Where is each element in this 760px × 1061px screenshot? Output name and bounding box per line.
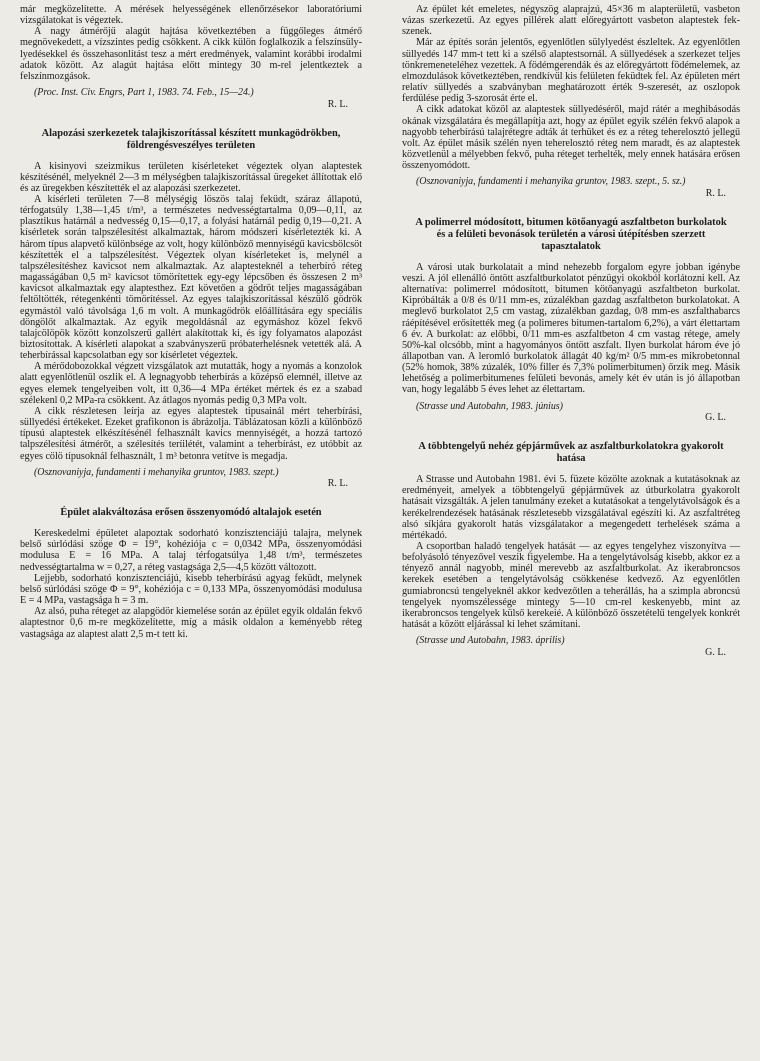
author-initials: G. L.: [705, 646, 726, 658]
left-column: [20, 4, 362, 640]
paragraph: A cikk részletesen leírja az egyes alaptestek tipusainál mért teherbírási, süllyedési értékeket. Ezeket grafikonon is ábrázolja. Táblázatosan közli a különböző típusú alaptestek elkészítésénél felhasznált kavics mennyiségét, a hozzá tartozó talpszélesítési átmérőt, a szélesítés teríilétét, valamint a teherbírást, ez utóbbit az egyes cölö típusoknál felhasznált, 1 m³ betonra vetítve is megadja.: [20, 405, 362, 462]
article-building-deformation: [20, 507, 362, 640]
paragraph: A mérődobozokkal végzett vizsgálatok azt mutatták, hogy a nyomás a konzolok alatt egyenlőtlenül oszlik el. A legnagyobb teherbírás a középső elemnél, illetve az egyes elemek tengelyeiben volt, itt 0,36—4 MPa értéket mértek és ez a szabad szélekenl 0,2 MPa-ra csökkent. Az átlagos nyomás pedig 0,3 MPa volt.: [20, 361, 362, 406]
author-initials: R. L.: [327, 478, 348, 490]
paragraph: A cikk adatokat közöl az alaptestek süllyedéséről, majd rátér a meghibásodás okának vizsgálatára és megállapítja azt, hogy az épület egyik szélén fekvő alapok a nagyobb teherbírású talajrétegre adták át terhüket és ez a réteg teherelosztó jellegű volt. Az épület másik szélén nyen teherelosztó réteg nem maradt, és az alaptestek közvetlenül a mélyebben fekvő, puha réteget terhelték, mely ennek hatására erősen összenyomódott.: [402, 104, 740, 172]
article-title: Alapozási szerkezetek talajkiszorítással készített munkagödrökben, földrengésveszélyes területen: [41, 127, 341, 151]
article-source: (Osznovaniyja, fundamenti i mehanyika gruntov, 1983. szept., 5. sz.): [416, 176, 686, 188]
article-foundation-seismic: [20, 128, 362, 490]
paragraph: A kísérleti területen 7—8 mélységig löszös talaj feküdt, száraz állapotú, térfogatsúly 1,38—1,45 t/m³, a természetes nedvességtartalma 0,09—0,11, az plasztikus határnál a nedvesség 0,15—0,17, a folyási határnál pedig 0,19—0,21. A kísérletek során talpszélesítést alkalmaztak, három módszeri kísérletezték ki. A három típus alapvető különbsége az volt, hogy különböző mennyiségű kavicsbölcsöt készítették el a talpszélesítést. Végeztek olyan kísérleteket is, melynél a talpszélesítéshez kavicsot nem alkalmaztak. Az alaptesteknél a teherbíró réteg magasságában 0,5 m² kavicsot tömörítettek egy-egy lépcsőben és összesen 2 m³ kavicsot alkalmaztak egy alaptesthez. Ezt követően a gödröt teljes magasságában feltöltötték, rétegenkénti tömörítéssel. Az egyes talajkiszorítással készülő gödrök egymástól való távolsága 1,6 m volt. A munkagödrök előállítására egy speciális döngölőt alkalmaztak. Az egyik megoldásnál az egymáshoz közel fekvő talajcölöpök között konzolszerű gallért alakítottak ki, és így folyamatos alapozást biztosítottak. A kísérleti alapokat a szabványszerű próbaterhelésnek vetették alá. A teherbírással kapcsolatban egy sor kísérletet végeztek.: [20, 193, 362, 362]
right-column: [402, 4, 740, 658]
paragraph: Kereskedelmi épületet alapoztak sodorható konzisztenciájú talajra, melynek belső súrlódási szöge Φ = 19°, kohéziója c = 0,0342 MPa, összenyomódási modulusa E = 16 MPa. A talaj térfogatsúlya 1,48 t/m³, természetes nedvességtartalma w = 0,27, a réteg vastagsága 2,5—4,5 között változott.: [20, 528, 362, 573]
article-building-deformation-cont: [402, 4, 740, 199]
article-multi-axle-vehicles: [402, 441, 740, 658]
article-source: (Strasse und Autobahn, 1983. április): [416, 635, 565, 647]
article-source: (Osznovaniyja, fundamenti i mehanyika gruntov, 1983. szept.): [34, 466, 279, 478]
paragraph: Lejjebb, sodorható konzisztenciájú, kisebb teherbírású agyag feküdt, melynek belső súrlódási szöge Φ = 9°, kohéziója c = 0,133 MPa, összenyomódási modulusa E = 4 MPa, vastagsága h = 3 m.: [20, 572, 362, 607]
paragraph: A kisinyovi szeizmikus területen kísérleteket végeztek olyan alaptestek készítésénél, melyeknél 2—3 m mélységben talajkiszorítással üregeket állítottak elő és az üregekben készítették el az alapozási szerkezetet.: [20, 160, 362, 194]
article-source: (Strasse und Autobahn, 1983. június): [416, 400, 563, 412]
paragraph: már megközelítette. A mérések helyességének ellenőrzésekor laboratóriumi vizsgálatokat is végeztek.: [20, 4, 362, 27]
author-initials: R. L.: [327, 98, 348, 110]
paragraph: A nagy átmérőjű alagút hajtása következtében a függőleges átmérő megnövekedett, a vízszintes pedig csökkent. A cikk külön foglalkozik a felszínsülylyedésekkel és összehasonlítást tesz a mért eredmények, valamint korábbi irodalmi adatok között. Az alagút hajtása előtt mintegy 30 m-rel jelentkeztek a felszínmozgások.: [20, 26, 362, 82]
paragraph: Már az építés során jelentős, egyenlőtlen sülylyedést észleltek. Az egyenlőtlen süllyedés 147 mm-t tett ki a szélső alaptestsornál. A süllyedések a szerkezet teljes tönkremeneteléhez vezettek. A födémgerendák és az előregyártott födémelemek, az elmozdulások következtében, rendkívül kis felületen feküdtek fel. Az épületen mért relatív süllyedés a szabványban meghatározott érték 9-szeresét, az oszlopok ferdülése pedig 3-szorosát érte el.: [402, 37, 740, 105]
article-title: A polimerrel módosított, bitumen kötőanyagú aszfaltbeton burkolatok és a felületi bevonások területén a városi útépítésben szerzett tapasztalatok: [415, 216, 727, 252]
author-initials: R. L.: [705, 187, 726, 199]
paragraph: A városi utak burkolatait a mind nehezebb forgalom egyre jobban igénybe veszi. A jól ellenálló öntött aszfaltburkolatot pénzügyi okokból korlátozni kell. Az alternatíva: polimerrel módosított, bitumen kötőanyagú aszfaltbeton burkolat. Kipróbálták a 0/8 és 0/11 mm-es, zúzalékban gazdag aszfaltbeton burkolatokat. A meglevő burkolatot 2,5 cm vastag, zúzalékban gazdag, 0/8 mm-es aszfalthabarcs ráépítésével erősítették meg (a polimeres bitumen-tartalom 6,2%), a várt élettartam 6 év. A burkolat: az előbbi, 0/11 mm-es aszfaltbeton 4 cm vastag rétege, amely 50%-kal olcsóbb, mint a hagyományos öntött aszfalt. Ilyen burkolat három éve jó állapotban van. A leromló burkolatok állagát 40 kg/m² 0/5 mm-es mikrobetonnal (52% homok, 38% zúzalék, 10% filler és 7,3% polimerbitumen) őrzik meg. Másik lehetőség a polimerbitumenes felületi bevonás, amely két év után is jó állapotban van, hogy legalább 5 éves lehet az élettartam.: [402, 261, 740, 396]
paragraph: A Strasse und Autobahn 1981. évi 5. füzete közölte azoknak a kutatásoknak az eredményeit, amelyek a többtengelyű gépjárművek az útburkolatra gyakorolt hatásait vizsgálták. A jelen tanulmány ezeket a kutatásokat a tengelytávolságok és a kerékelrendezések hatásának részletesebb vizsgálatával egészíti ki. Az aszfaltréteg alsó síkjára gyakorolt hatás vizsgálatakor a megengedett terhelések száma a mértékadó.: [402, 474, 740, 541]
article-source: (Proc. Inst. Civ. Engrs, Part 1, 1983. 74. Feb., 15—24.): [34, 87, 254, 99]
paragraph: Az épület két emeletes, négyszög alaprajzú, 45×36 m alapterületű, vasbeton vázas szerkezetű. Az egyes pillérek alatt előregyártott vasbeton alaptestek fekszenek.: [402, 4, 740, 38]
article-title: A többtengelyű nehéz gépjárművek az aszfaltburkolatokra gyakorolt hatása: [418, 441, 724, 465]
article-polymer-asphalt: [402, 217, 740, 423]
article-title: Épület alakváltozása erősen összenyomódó altalajok esetén: [60, 507, 322, 519]
article-tunnel-end: [20, 4, 362, 110]
author-initials: G. L.: [705, 412, 726, 424]
paragraph: A csoportban haladó tengelyek hatását — az egyes tengelyhez viszonyítva — befolyásoló tényezővel veszik figyelembe. Ha a tengelytávolság kisebb, akkor ez a tényező annál nagyobb, minél merevebb az aszfaltburkolat. Az ikerabroncsos kerekek esetében a tengelytávolság csökkenése kedvező. Az egyenlőtlen gumiabroncsú tengelyeknél akkor kedvezőtlen a teherállás, ha a szimpla abroncsú tengelyek nyomszélessége mintegy 5—10 cm-rel keskenyebb, mint az ikerabroncsos tengelyek külső kerekeié. A különböző összetételű tengelyek konkrét hatását a között eljárással ki lehet számítani.: [402, 540, 740, 631]
paragraph: Az alsó, puha réteget az alapgödör kiemelése során az épület egyik oldalán fekvő alaptestnor 0,6 m-re megközelítette, míg a másik oldalon a keményebb réteg vastagsága az alaptest alatt 2,5 m-t tett ki.: [20, 606, 362, 640]
